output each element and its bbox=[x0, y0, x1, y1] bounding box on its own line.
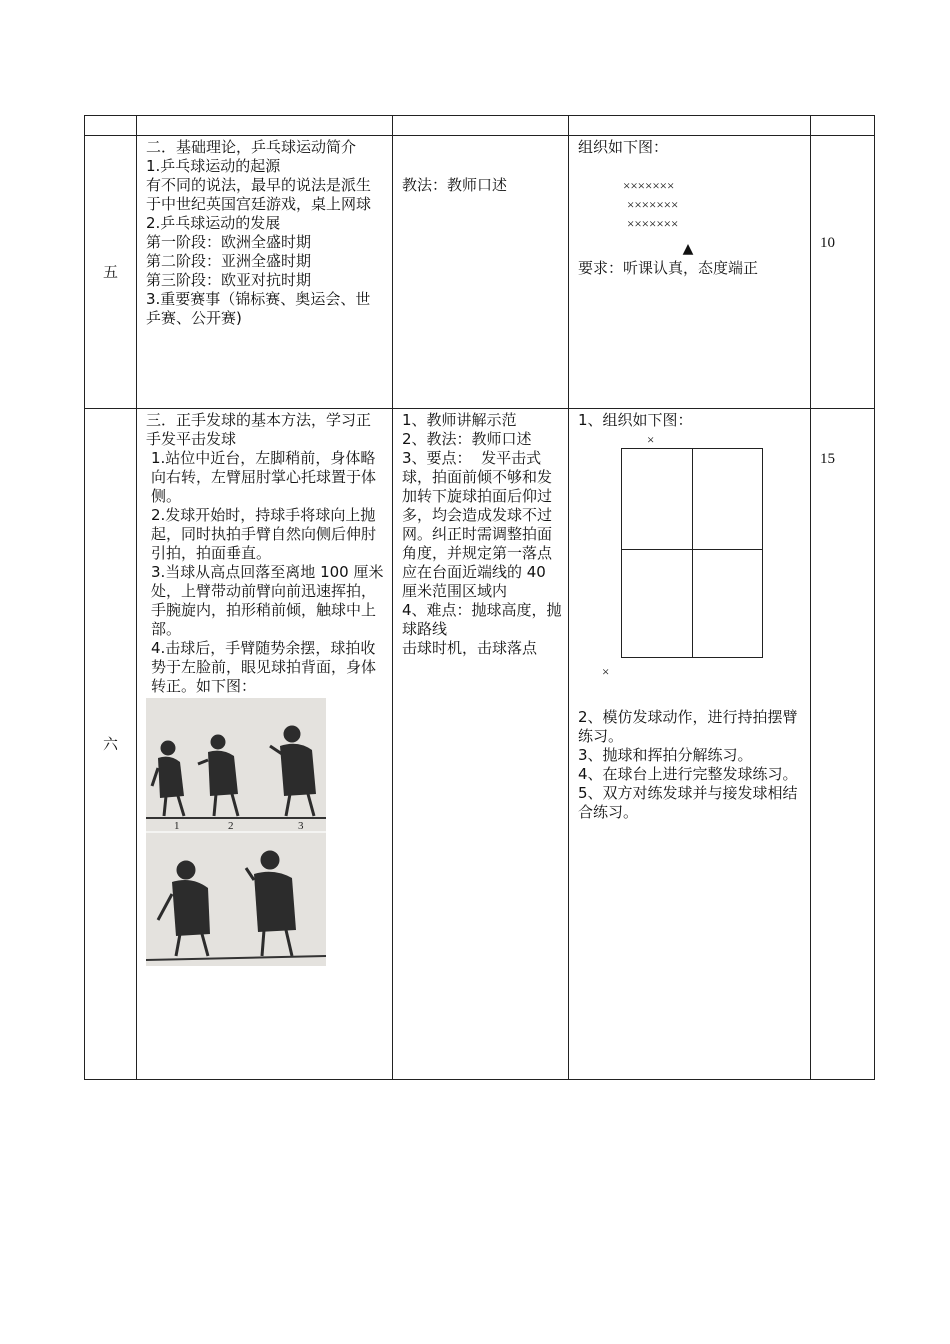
requirement-text: 要求：听课认真，态度端正 bbox=[578, 259, 759, 277]
content-line: 第二阶段：亚洲全盛时期 bbox=[146, 252, 312, 270]
content-line: 1.站位中近台，左脚稍前，身体略向右转，左臂屈肘掌心托球置于体侧。 bbox=[151, 449, 377, 505]
content-line: 3.当球从高点回落至离地 100 厘米处，上臂带动前臂向前迅速挥拍，手腕旋内，拍形稍前倾，触球中上部。 bbox=[151, 563, 384, 638]
empty-cell bbox=[811, 116, 875, 136]
method-line: 1、教师讲解示范 bbox=[402, 411, 517, 429]
organization-title: 1、组织如下图： bbox=[578, 411, 693, 429]
figure-label: 3 bbox=[298, 820, 304, 832]
player-mark-top: × bbox=[647, 432, 655, 447]
content-line: 4.击球后，手臂随势余摆，球拍收势于左脸前，眼见球拍背面，身体转正。如下图： bbox=[151, 639, 377, 695]
minutes-cell: 10 bbox=[811, 136, 875, 409]
formation-row: ××××××× bbox=[627, 197, 679, 212]
empty-cell bbox=[85, 116, 137, 136]
content-line: 有不同的说法，最早的说法是派生于中世纪英国宫廷游戏，桌上网球 bbox=[146, 176, 372, 213]
content-cell bbox=[137, 409, 393, 1080]
court-center-line bbox=[692, 449, 693, 657]
content-line: 三．正手发球的基本方法，学习正手发平击发球 bbox=[146, 411, 372, 448]
figure-label: 2 bbox=[228, 820, 234, 832]
organization-cell bbox=[569, 409, 811, 1080]
player-mark-bottom: × bbox=[602, 664, 610, 679]
organization-step: 3、抛球和挥拍分解练习。 bbox=[578, 746, 753, 764]
empty-cell bbox=[569, 116, 811, 136]
lesson-plan-table bbox=[84, 115, 875, 1080]
header-row bbox=[85, 116, 875, 136]
content-line: 3.重要赛事（锦标赛、奥运会、世乒赛、公开赛) bbox=[146, 290, 371, 327]
organization-step: 2、模仿发球动作，进行持拍摆臂练习。 bbox=[578, 708, 798, 745]
row-index: 五 bbox=[85, 136, 137, 409]
content-line: 第三阶段：欧亚对抗时期 bbox=[146, 271, 312, 289]
method-cell bbox=[393, 409, 569, 1080]
content-line: 2.发球开始时，持球手将球向上抛起，同时执拍手臂自然向侧后伸肘引拍，拍面垂直。 bbox=[151, 506, 377, 562]
method-line: 3、要点： 发平击式球，拍面前倾不够和发加转下旋球拍面后仰过多，均会造成发球不过网。纠正时需调整拍面角度，并规定第一落点应在台面近端线的 40 厘米范围区域内 bbox=[402, 449, 553, 600]
teacher-triangle-icon: ▲ bbox=[682, 241, 694, 257]
content-line: 1.乒乓球运动的起源 bbox=[146, 157, 281, 175]
method-line: 击球时机，击球落点 bbox=[402, 639, 538, 657]
empty-cell bbox=[137, 116, 393, 136]
organization-step: 5、双方对练发球并与接发球相结合练习。 bbox=[578, 784, 798, 821]
court-net-line bbox=[622, 549, 762, 550]
content-line: 2.乒乓球运动的发展 bbox=[146, 214, 281, 232]
serve-sequence-photo bbox=[146, 698, 326, 966]
method-line: 2、教法：教师口述 bbox=[402, 430, 532, 448]
content-line: 二．基础理论，乒乓球运动简介 bbox=[146, 138, 357, 156]
method-line: 教法：教师口述 bbox=[402, 176, 508, 194]
empty-cell bbox=[393, 116, 569, 136]
minutes-cell: 15 bbox=[811, 409, 875, 1080]
figure-label: 1 bbox=[174, 820, 180, 832]
method-line: 4、难点：抛球高度，抛球路线 bbox=[402, 601, 562, 638]
content-line: 第一阶段：欧洲全盛时期 bbox=[146, 233, 312, 251]
content-cell bbox=[137, 136, 393, 409]
organization-cell bbox=[569, 136, 811, 409]
row-index: 六 bbox=[85, 409, 137, 1080]
organization-title: 组织如下图： bbox=[578, 138, 669, 156]
organization-step: 4、在球台上进行完整发球练习。 bbox=[578, 765, 798, 783]
row-6 bbox=[85, 409, 875, 1080]
court-outline bbox=[621, 448, 763, 658]
table-tennis-court-diagram bbox=[578, 430, 804, 702]
method-cell bbox=[393, 136, 569, 409]
row-5 bbox=[85, 136, 875, 409]
formation-row: ××××××× bbox=[623, 178, 675, 193]
formation-row: ××××××× bbox=[627, 216, 679, 231]
